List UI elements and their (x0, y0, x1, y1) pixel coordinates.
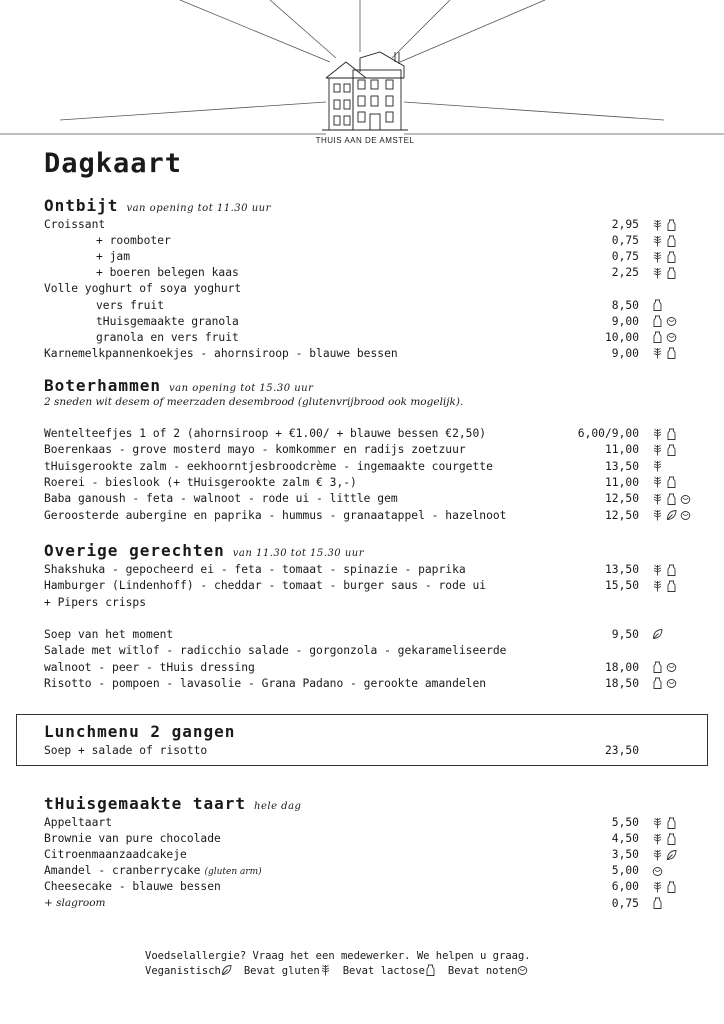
lactose-icon (666, 817, 677, 829)
allergen-icons (652, 298, 663, 313)
menu-item (44, 217, 704, 232)
allergen-icons (652, 249, 677, 264)
lactose-icon (652, 661, 663, 673)
menu-item-label: Volle yoghurt of soya yoghurt (44, 282, 242, 296)
gluten-icon (652, 460, 663, 472)
menu-item-label: Karnemelkpannenkoekjes - ahornsiroop - blauwe bessen (44, 346, 398, 360)
menu-item-label: + Pipers crisps (44, 595, 147, 609)
lactose-icon (652, 315, 663, 327)
gluten-icon (652, 347, 663, 359)
gluten-icon (652, 219, 663, 231)
gluten-icon (652, 444, 663, 456)
menu-item-price: 9,50 (611, 627, 639, 641)
menu-item-price: 9,00 (611, 314, 639, 328)
lactose-icon (652, 331, 663, 343)
menu-item-label: Baba ganoush - feta - walnoot - rode ui - little gem (44, 492, 398, 506)
menu-item-label: Amandel - cranberrycake (gluten arm) (44, 864, 262, 878)
menu-item-label: granola en vers fruit (96, 330, 239, 344)
lactose-icon (652, 677, 663, 689)
allergen-icons (652, 627, 663, 642)
menu-item-price: 18,50 (604, 676, 639, 690)
menu-item-price: 6,00 (611, 880, 639, 894)
lactose-icon (666, 219, 677, 231)
allergen-icons (652, 896, 663, 911)
menu-item (44, 459, 704, 474)
menu-item-price: 11,00 (604, 443, 639, 457)
allergen-icons (652, 330, 677, 345)
vegan-icon (221, 964, 232, 976)
menu-item-label: Wentelteefjes 1 of 2 (ahornsiroop + €1.00/ + blauwe bessen €2,50) (44, 427, 487, 440)
allergen-icons (652, 265, 677, 280)
menu-item-price: 10,00 (604, 330, 639, 344)
menu-item-label: Risotto - pompoen - lavasolie - Grana Padano - gerookte amandelen (44, 676, 487, 690)
allergen-icons (652, 459, 663, 474)
lactose-icon (666, 476, 677, 488)
nuts-icon (666, 677, 677, 689)
menu-item (44, 879, 704, 894)
legend-label: Bevat gluten (243, 965, 320, 977)
menu-item-price: 0,75 (611, 250, 639, 264)
section-boterhammen-subnote: 2 sneden wit desem of meerzaden desembrood (glutenvrijbrood ook mogelijk). (44, 396, 464, 408)
menu-item-label: Appeltaart (44, 816, 113, 829)
menu-item (44, 442, 704, 457)
menu-item (44, 265, 704, 280)
section-ontbijt-note: van opening tot 11.30 uur (126, 203, 271, 214)
menu-item (44, 660, 704, 675)
brand-name: THUIS AAN DE AMSTEL (315, 136, 415, 145)
page-title: Dagkaart (44, 148, 183, 179)
lactose-icon (666, 444, 677, 456)
menu-item-label: Brownie van pure chocolade (44, 832, 221, 846)
lactose-icon (666, 881, 677, 893)
allergen-legend (145, 964, 540, 979)
gluten-icon (652, 817, 663, 829)
legend-item-vegan (145, 965, 244, 977)
menu-item (44, 676, 704, 691)
gluten-icon (652, 580, 663, 592)
allergen-icons (652, 426, 677, 441)
nuts-icon (666, 315, 677, 327)
menu-item-price: 12,50 (604, 508, 639, 522)
legend-item-lactose (343, 965, 448, 977)
menu-item (44, 562, 704, 577)
section-boterhammen-title: Boterhammen van opening tot 15.30 uur (44, 376, 314, 395)
nuts-icon (517, 964, 528, 976)
menu-item-price: 12,50 (604, 492, 639, 506)
section-ontbijt-title: Ontbijt van opening tot 11.30 uur (44, 196, 271, 215)
gluten-icon (652, 833, 663, 845)
menu-item-label: Boerenkaas - grove mosterd mayo - komkommer en radijs zoetzuur (44, 443, 466, 457)
gluten-icon (320, 964, 331, 976)
menu-item-price: 8,50 (611, 298, 639, 312)
menu-item-label: + boeren belegen kaas (96, 266, 239, 280)
gluten-icon (652, 849, 663, 861)
menu-item (44, 298, 704, 313)
vegan-icon (652, 628, 663, 640)
header-illustration (0, 0, 724, 150)
menu-item-price: 5,00 (611, 864, 639, 878)
menu-item-label: + jam (96, 250, 131, 264)
legend-item-nuts (448, 965, 541, 977)
lactose-icon (652, 897, 663, 909)
allergen-icons (652, 847, 677, 862)
menu-item (44, 281, 704, 296)
lactose-icon (666, 428, 677, 440)
allergen-icons (652, 863, 663, 878)
menu-item (44, 249, 704, 264)
allergen-icons (652, 475, 677, 490)
lactose-icon (425, 964, 436, 976)
menu-item-label: + slagroom (44, 896, 106, 909)
lactose-icon (666, 580, 677, 592)
menu-item-label: + roomboter (96, 234, 171, 248)
allergen-icons (652, 233, 677, 248)
nuts-icon (680, 509, 691, 521)
menu-item (44, 863, 704, 878)
gluten-icon (652, 509, 663, 521)
section-boterhammen-note: van opening tot 15.30 uur (168, 383, 314, 394)
menu-item-label: Citroenmaanzaadcakeje (44, 848, 187, 862)
allergy-notice: Voedselallergie? Vraag het een medewerker. We helpen u graag. (145, 950, 531, 962)
lactose-icon (666, 267, 677, 279)
menu-item (44, 426, 704, 441)
menu-item-price: 5,50 (611, 816, 639, 829)
menu-item-label: Hamburger (Lindenhoff) - cheddar - tomaat - burger saus - rode ui (44, 579, 487, 593)
menu-item (44, 595, 704, 610)
gluten-icon (652, 493, 663, 505)
allergen-icons (652, 314, 677, 329)
menu-item (44, 508, 704, 523)
menu-item-price: 23,50 (604, 744, 639, 757)
allergen-icons (652, 879, 677, 894)
menu-item-price: 9,00 (611, 346, 639, 360)
allergen-icons (652, 831, 677, 846)
allergen-icons (652, 508, 691, 523)
menu-item-label: Soep + salade of risotto (44, 744, 208, 757)
menu-item (44, 330, 704, 345)
menu-item-label: Salade met witlof - radicchio salade - gorgonzola - gekarameliseerde (44, 644, 507, 658)
menu-item-label: Croissant (44, 218, 106, 231)
allergen-icons (652, 562, 677, 577)
allergen-icons (652, 346, 677, 361)
allergen-icons (652, 660, 677, 675)
menu-item-label: Roerei - bieslook (+ tHuisgerookte zalm € 3,-) (44, 475, 357, 489)
lactose-icon (666, 251, 677, 263)
menu-item (44, 847, 704, 862)
gluten-icon (652, 235, 663, 247)
menu-item (44, 491, 704, 506)
allergen-icons (652, 578, 677, 593)
menu-item (44, 233, 704, 248)
gluten-icon (652, 476, 663, 488)
menu-item-price: 11,00 (604, 475, 639, 489)
allergen-icons (652, 217, 677, 232)
menu-item-price: 0,75 (611, 896, 639, 910)
gluten-icon (652, 267, 663, 279)
menu-item-price: 4,50 (611, 832, 639, 846)
nuts-icon (680, 493, 691, 505)
menu-item-label: vers fruit (96, 298, 165, 312)
menu-item-label: Cheesecake - blauwe bessen (44, 880, 221, 894)
lactose-icon (666, 833, 677, 845)
gluten-icon (652, 428, 663, 440)
allergen-icons (652, 442, 677, 457)
lactose-icon (666, 564, 677, 576)
lactose-icon (666, 235, 677, 247)
menu-item-price: 13,50 (604, 563, 639, 576)
menu-item (44, 578, 704, 593)
menu-item (44, 475, 704, 490)
nuts-icon (666, 661, 677, 673)
section-taart-note: hele dag (254, 801, 302, 812)
menu-item (44, 743, 704, 758)
legend-label: Veganistisch (145, 965, 221, 977)
menu-item-price: 18,00 (604, 660, 639, 674)
menu-item-label: tHuisgemaakte granola (96, 314, 239, 328)
menu-item-note: (gluten arm) (204, 867, 262, 878)
legend-label: Bevat noten (447, 965, 518, 977)
vegan-icon (666, 849, 677, 861)
house-logo-icon (322, 52, 408, 130)
menu-item-label: tHuisgerookte zalm - eekhoorntjesbroodcrème - ingemaakte courgette (44, 459, 493, 473)
allergen-icons (652, 676, 677, 691)
section-lunch-title: Lunchmenu 2 gangen (44, 722, 236, 741)
lactose-icon (666, 347, 677, 359)
allergen-icons (652, 815, 677, 830)
menu-item (44, 896, 704, 911)
menu-item-price: 15,50 (604, 579, 639, 593)
menu-item-price: 2,25 (611, 266, 639, 280)
menu-item (44, 815, 704, 830)
menu-item (44, 314, 704, 329)
menu-item-price: 0,75 (611, 234, 639, 248)
legend-label: Bevat lactose (342, 965, 425, 977)
menu-item-price: 6,00/9,00 (577, 427, 639, 440)
lactose-icon (666, 493, 677, 505)
gluten-icon (652, 564, 663, 576)
menu-item-label: Geroosterde aubergine en paprika - hummus - granaatappel - hazelnoot (44, 508, 507, 522)
menu-item-price: 3,50 (611, 848, 639, 862)
gluten-icon (652, 881, 663, 893)
legend-item-gluten (244, 965, 343, 977)
lactose-icon (652, 299, 663, 311)
menu-item-label: walnoot - peer - tHuis dressing (44, 660, 255, 674)
menu-item (44, 831, 704, 846)
nuts-icon (652, 865, 663, 877)
vegan-icon (666, 509, 677, 521)
nuts-icon (666, 331, 677, 343)
section-taart-title: tHuisgemaakte taart hele dag (44, 794, 302, 813)
gluten-icon (652, 251, 663, 263)
menu-item (44, 627, 704, 642)
menu-item (44, 346, 704, 361)
allergen-icons (652, 491, 691, 506)
menu-item-price: 2,95 (611, 218, 639, 231)
menu-item-price: 13,50 (604, 459, 639, 473)
menu-item-label: Shakshuka - gepocheerd ei - feta - tomaat - spinazie - paprika (44, 563, 466, 576)
section-overige-note: van 11.30 tot 15.30 uur (232, 548, 365, 559)
menu-item-label: Soep van het moment (44, 627, 174, 641)
menu-item (44, 643, 704, 658)
section-overige-title: Overige gerechten van 11.30 tot 15.30 uur (44, 541, 365, 560)
